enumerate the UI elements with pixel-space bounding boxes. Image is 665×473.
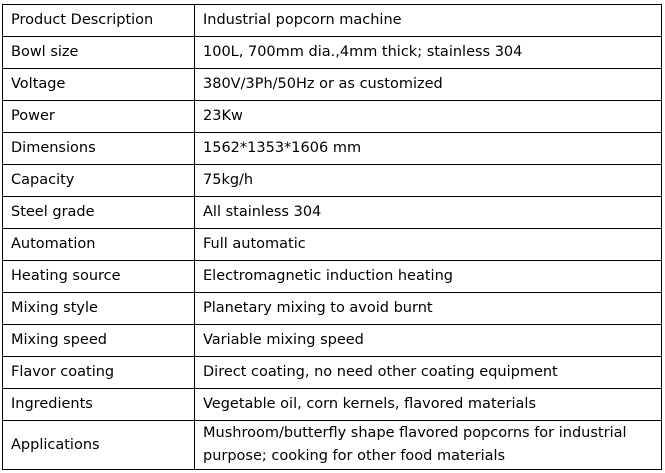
table-row <box>3 165 662 197</box>
row-label: Mixing speed <box>3 325 195 357</box>
row-value: Full automatic <box>195 229 662 261</box>
row-label: Heating source <box>3 261 195 293</box>
row-label: Ingredients <box>3 389 195 421</box>
table-row <box>3 5 662 37</box>
table-row <box>3 197 662 229</box>
row-label: Mixing style <box>3 293 195 325</box>
row-value: Planetary mixing to avoid burnt <box>195 293 662 325</box>
table-row <box>3 229 662 261</box>
row-label: Dimensions <box>3 133 195 165</box>
table-row <box>3 37 662 69</box>
row-label: Applications <box>3 421 195 470</box>
row-value: Variable mixing speed <box>195 325 662 357</box>
row-value: Mushroom/butterfly shape flavored popcorns for industrial purpose; cooking for other food materials <box>195 421 662 470</box>
row-value: 75kg/h <box>195 165 662 197</box>
table-row <box>3 389 662 421</box>
row-label: Capacity <box>3 165 195 197</box>
row-value: Direct coating, no need other coating equipment <box>195 357 662 389</box>
row-label: Bowl size <box>3 37 195 69</box>
row-value: 100L, 700mm dia.,4mm thick; stainless 304 <box>195 37 662 69</box>
table-row <box>3 101 662 133</box>
row-value: All stainless 304 <box>195 197 662 229</box>
row-label: Product Description <box>3 5 195 37</box>
spec-table <box>2 4 662 470</box>
row-label: Voltage <box>3 69 195 101</box>
row-value: Vegetable oil, corn kernels, flavored materials <box>195 389 662 421</box>
table-row <box>3 357 662 389</box>
row-label: Steel grade <box>3 197 195 229</box>
table-row <box>3 293 662 325</box>
table-row <box>3 133 662 165</box>
row-label: Automation <box>3 229 195 261</box>
table-row <box>3 325 662 357</box>
row-value: Electromagnetic induction heating <box>195 261 662 293</box>
row-value: 1562*1353*1606 mm <box>195 133 662 165</box>
row-label: Power <box>3 101 195 133</box>
row-value: Industrial popcorn machine <box>195 5 662 37</box>
table-row <box>3 69 662 101</box>
table-row <box>3 421 662 470</box>
row-value: 380V/3Ph/50Hz or as customized <box>195 69 662 101</box>
table-row <box>3 261 662 293</box>
row-value: 23Kw <box>195 101 662 133</box>
row-label: Flavor coating <box>3 357 195 389</box>
